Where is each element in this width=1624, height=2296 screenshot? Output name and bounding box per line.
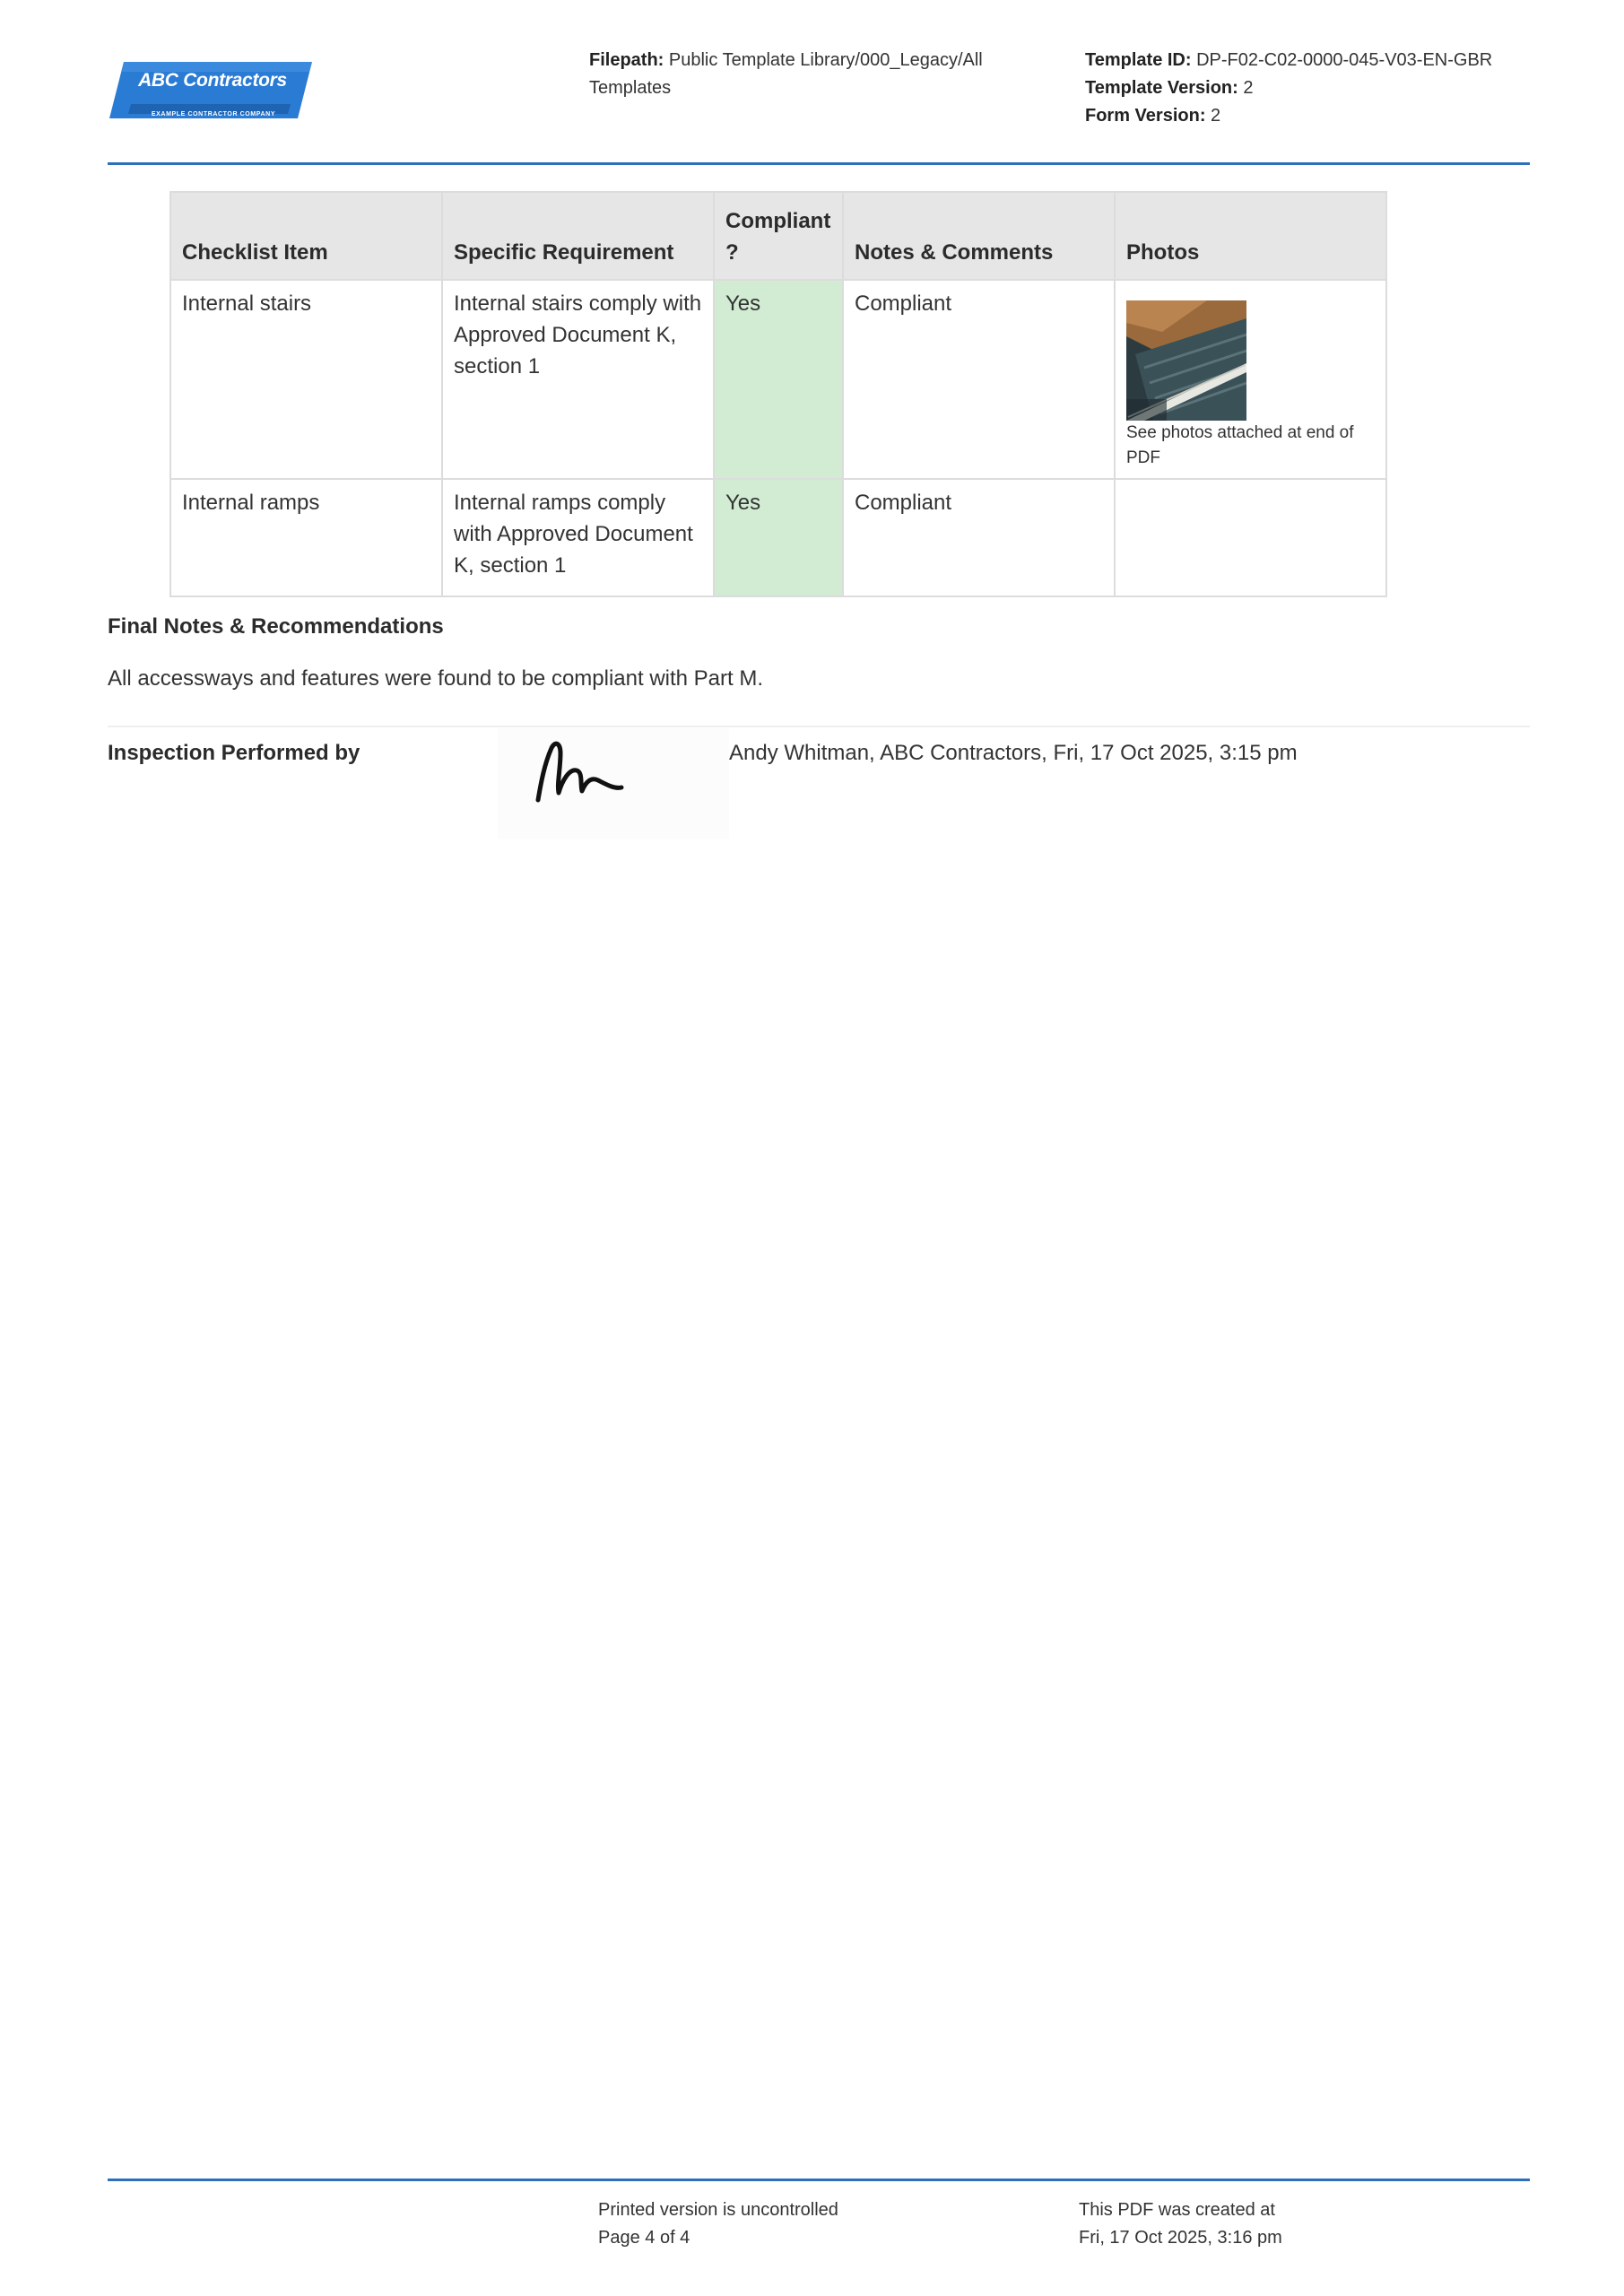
template-info-block bbox=[1085, 47, 1530, 130]
table-row bbox=[170, 479, 1386, 596]
template-version-label: Template Version: bbox=[1085, 78, 1238, 98]
form-version-line bbox=[1085, 102, 1530, 130]
template-id-label: Template ID: bbox=[1085, 50, 1192, 70]
logo-tagline: EXAMPLE CONTRACTOR COMPANY bbox=[151, 111, 276, 117]
page-header bbox=[108, 47, 1530, 163]
compliant-cell: Yes bbox=[714, 280, 843, 479]
signature-image bbox=[498, 728, 729, 839]
filepath-value: Public Template Library/000_Legacy/All Templates bbox=[589, 50, 983, 98]
pdf-created-date: Fri, 17 Oct 2025, 3:16 pm bbox=[1079, 2228, 1282, 2248]
column-header-checklist-item: Checklist Item bbox=[170, 192, 442, 280]
stairs-photo-image bbox=[1126, 300, 1246, 421]
photos-cell bbox=[1115, 280, 1386, 479]
checklist-table bbox=[169, 191, 1387, 597]
checklist-item-cell: Internal ramps bbox=[170, 479, 442, 596]
pdf-created-label: This PDF was created at bbox=[1079, 2200, 1275, 2220]
notes-cell: Compliant bbox=[843, 479, 1115, 596]
template-version-value: 2 bbox=[1243, 78, 1254, 98]
filepath-block bbox=[589, 47, 1029, 102]
final-notes-heading: Final Notes & Recommendations bbox=[108, 614, 444, 639]
filepath-label: Filepath: bbox=[589, 50, 664, 70]
printed-version-note: Printed version is uncontrolled bbox=[598, 2200, 838, 2220]
form-version-value: 2 bbox=[1211, 106, 1221, 126]
handwritten-signature bbox=[498, 728, 729, 839]
template-id-value: DP-F02-C02-0000-045-V03-EN-GBR bbox=[1196, 50, 1493, 70]
page-number: Page 4 of 4 bbox=[598, 2228, 690, 2248]
footer-divider bbox=[108, 2179, 1530, 2181]
column-header-specific-requirement: Specific Requirement bbox=[442, 192, 714, 280]
template-id-line bbox=[1085, 47, 1530, 74]
inspection-performed-by-label: Inspection Performed by bbox=[108, 741, 360, 765]
table-header-row bbox=[170, 192, 1386, 280]
notes-cell: Compliant bbox=[843, 280, 1115, 479]
header-divider bbox=[108, 162, 1530, 165]
column-header-compliant: Compliant ? bbox=[714, 192, 843, 280]
inspector-details: Andy Whitman, ABC Contractors, Fri, 17 Oct 2025, 3:15 pm bbox=[729, 741, 1298, 765]
checklist-item-cell: Internal stairs bbox=[170, 280, 442, 479]
form-version-label: Form Version: bbox=[1085, 106, 1206, 126]
company-logo bbox=[108, 59, 314, 124]
footer-right-block bbox=[1079, 2196, 1455, 2252]
stairs-photo-thumbnail[interactable] bbox=[1126, 300, 1246, 421]
final-notes-text: All accessways and features were found to be compliant with Part M. bbox=[108, 666, 764, 691]
logo-name: ABC Contractors bbox=[138, 70, 287, 91]
signature-divider bbox=[108, 726, 1530, 727]
photo-caption: See photos attached at end of PDF bbox=[1126, 423, 1354, 467]
column-header-photos: Photos bbox=[1115, 192, 1386, 280]
template-version-line bbox=[1085, 74, 1530, 102]
table-row bbox=[170, 280, 1386, 479]
requirement-cell: Internal stairs comply with Approved Document K, section 1 bbox=[442, 280, 714, 479]
footer-left-block bbox=[598, 2196, 975, 2252]
compliant-cell: Yes bbox=[714, 479, 843, 596]
photos-cell bbox=[1115, 479, 1386, 596]
column-header-notes: Notes & Comments bbox=[843, 192, 1115, 280]
requirement-cell: Internal ramps comply with Approved Document K, section 1 bbox=[442, 479, 714, 596]
